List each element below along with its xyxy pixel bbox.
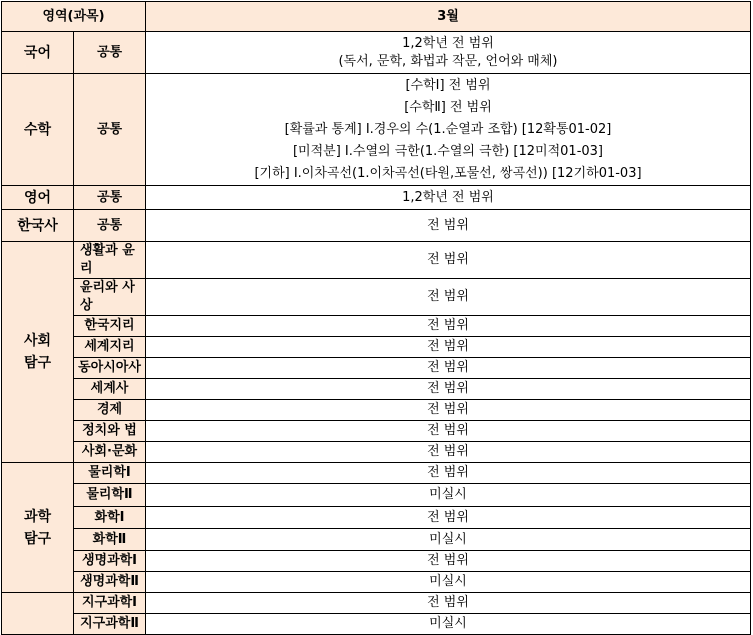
scope-line: 1,2학년 전 범위 <box>402 35 494 51</box>
scope-korean <box>146 32 751 74</box>
scope-history: 전 범위 <box>146 210 751 242</box>
scope-science: 전 범위 <box>146 507 751 529</box>
scope-social: 전 범위 <box>146 421 751 442</box>
area-science <box>2 463 74 593</box>
scope-science: 미실시 <box>146 484 751 507</box>
subject-science: 물리학Ⅱ <box>74 484 146 507</box>
exam-scope-table <box>1 1 751 635</box>
subject-science: 생명과학Ⅱ <box>74 572 146 593</box>
scope-social: 전 범위 <box>146 358 751 379</box>
subject-science: 지구과학Ⅱ <box>74 614 146 635</box>
subject-science: 물리학Ⅰ <box>74 463 146 484</box>
scope-science: 미실시 <box>146 529 751 551</box>
subject-science: 화학Ⅰ <box>74 507 146 529</box>
subject-social: 동아시아사 <box>74 358 146 379</box>
scope-line: [기하] Ⅰ.이차곡선(1.이차곡선(타원,포물선, 쌍곡선)) [12기하01-03] <box>254 165 642 181</box>
area-social-line1: 사회 <box>23 333 52 349</box>
scope-social: 전 범위 <box>146 242 751 279</box>
scope-social: 전 범위 <box>146 400 751 421</box>
area-science-line1: 과학 <box>23 508 52 525</box>
area-korean: 국어 <box>2 32 74 74</box>
area-history: 한국사 <box>2 210 74 242</box>
subject-social: 경제 <box>74 400 146 421</box>
subject-social: 세계지리 <box>74 337 146 358</box>
scope-science: 미실시 <box>146 614 751 635</box>
subject-social: 생활과 윤리 <box>74 242 146 279</box>
subject-history: 공통 <box>74 210 146 242</box>
subject-math: 공통 <box>74 74 146 186</box>
subject-english: 공통 <box>74 186 146 210</box>
area-english: 영어 <box>2 186 74 210</box>
area-social <box>2 242 74 463</box>
area-science-cont <box>2 593 74 635</box>
scope-math <box>146 74 751 186</box>
scope-science: 전 범위 <box>146 551 751 572</box>
scope-social: 전 범위 <box>146 442 751 463</box>
scope-line: [미적분] Ⅰ.수열의 극한(1.수열의 극한) [12미적01-03] <box>292 143 604 159</box>
area-science-line2: 탐구 <box>23 530 52 547</box>
subject-social: 한국지리 <box>74 316 146 337</box>
subject-korean: 공통 <box>74 32 146 74</box>
subject-social: 윤리와 사상 <box>74 279 146 316</box>
scope-science: 미실시 <box>146 572 751 593</box>
header-area: 영역(과목) <box>2 2 146 32</box>
scope-line: [수학Ⅱ] 전 범위 <box>404 99 492 115</box>
scope-social: 전 범위 <box>146 316 751 337</box>
subject-social: 사회·문화 <box>74 442 146 463</box>
scope-line: [확률과 통계] Ⅰ.경우의 수(1.순열과 조합) [12확통01-02] <box>284 121 612 137</box>
subject-science: 화학Ⅱ <box>74 529 146 551</box>
scope-social: 전 범위 <box>146 379 751 400</box>
area-social-line2: 탐구 <box>23 355 52 371</box>
scope-science: 전 범위 <box>146 593 751 614</box>
scope-line: (독서, 문학, 화법과 작문, 언어와 매체) <box>338 53 558 69</box>
scope-social: 전 범위 <box>146 337 751 358</box>
subject-social: 세계사 <box>74 379 146 400</box>
scope-science: 전 범위 <box>146 463 751 484</box>
scope-social: 전 범위 <box>146 279 751 316</box>
scope-line: [수학Ⅰ] 전 범위 <box>405 77 491 93</box>
subject-science: 지구과학Ⅰ <box>74 593 146 614</box>
header-month: 3월 <box>146 2 751 32</box>
scope-english: 1,2학년 전 범위 <box>146 186 751 210</box>
subject-social: 정치와 법 <box>74 421 146 442</box>
subject-science: 생명과학Ⅰ <box>74 551 146 572</box>
area-math: 수학 <box>2 74 74 186</box>
